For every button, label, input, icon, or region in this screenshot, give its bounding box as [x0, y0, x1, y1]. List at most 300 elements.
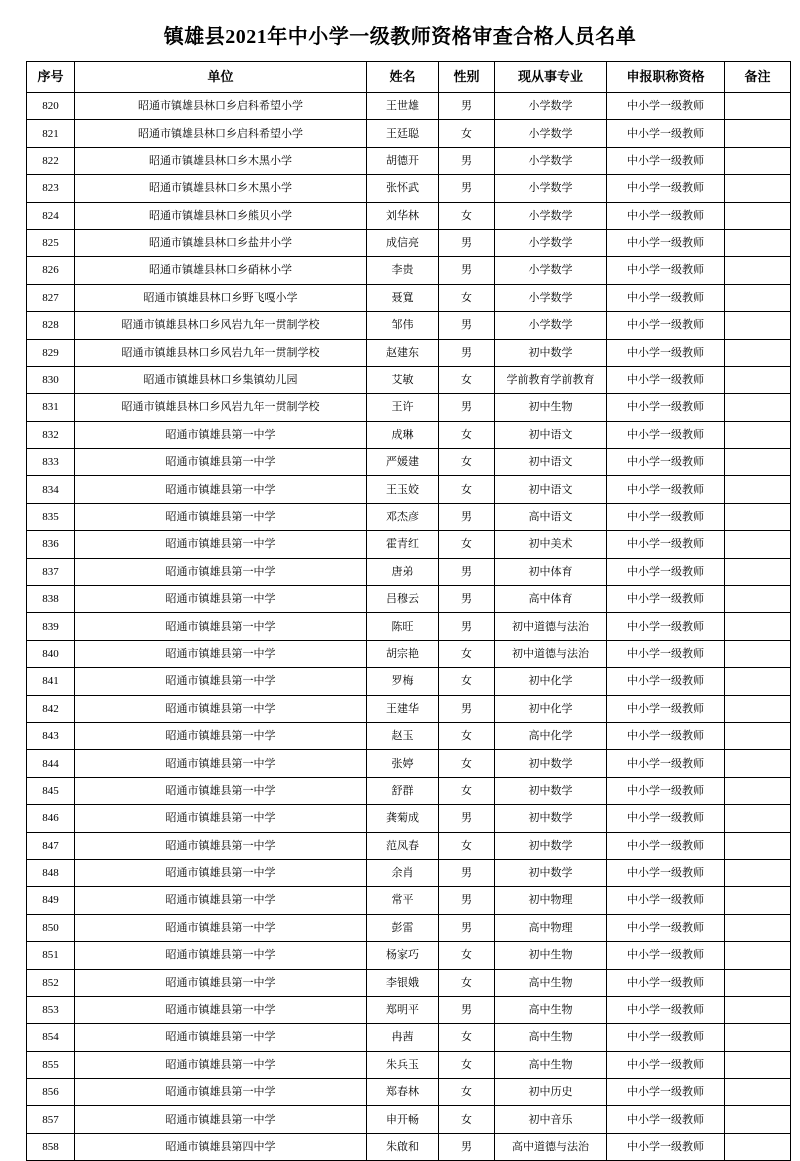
cell-unit: 昭通市镇雄县第一中学 — [75, 531, 367, 558]
cell-title: 中小学一级教师 — [607, 805, 725, 832]
cell-gender: 女 — [439, 1051, 495, 1078]
cell-unit: 昭通市镇雄县第一中学 — [75, 914, 367, 941]
cell-title: 中小学一级教师 — [607, 668, 725, 695]
cell-gender: 女 — [439, 640, 495, 667]
cell-name: 杨家巧 — [367, 942, 439, 969]
table-row — [27, 695, 791, 722]
cell-gender: 男 — [439, 147, 495, 174]
table-row — [27, 257, 791, 284]
cell-note — [725, 284, 791, 311]
column-header-name: 姓名 — [367, 62, 439, 93]
cell-seq: 834 — [27, 476, 75, 503]
cell-title: 中小学一级教师 — [607, 257, 725, 284]
cell-title: 中小学一级教师 — [607, 503, 725, 530]
cell-note — [725, 859, 791, 886]
table-row — [27, 613, 791, 640]
cell-note — [725, 1106, 791, 1133]
cell-gender: 女 — [439, 421, 495, 448]
cell-name: 张婷 — [367, 750, 439, 777]
cell-seq: 830 — [27, 366, 75, 393]
cell-unit: 昭通市镇雄县林口乡启科希望小学 — [75, 120, 367, 147]
cell-name: 吕穆云 — [367, 586, 439, 613]
cell-title: 中小学一级教师 — [607, 887, 725, 914]
cell-major: 初中体育 — [495, 558, 607, 585]
cell-seq: 845 — [27, 777, 75, 804]
cell-gender: 男 — [439, 229, 495, 256]
cell-title: 中小学一级教师 — [607, 558, 725, 585]
cell-seq: 858 — [27, 1133, 75, 1160]
cell-name: 郑明平 — [367, 996, 439, 1023]
cell-seq: 833 — [27, 449, 75, 476]
cell-gender: 男 — [439, 586, 495, 613]
table-row — [27, 175, 791, 202]
cell-title: 中小学一级教师 — [607, 1024, 725, 1051]
column-header-gender: 性别 — [439, 62, 495, 93]
cell-major: 初中道德与法治 — [495, 640, 607, 667]
cell-major: 小学数学 — [495, 175, 607, 202]
cell-seq: 839 — [27, 613, 75, 640]
cell-note — [725, 257, 791, 284]
table-row — [27, 1051, 791, 1078]
cell-seq: 849 — [27, 887, 75, 914]
table-row — [27, 394, 791, 421]
cell-gender: 男 — [439, 887, 495, 914]
cell-unit: 昭通市镇雄县第一中学 — [75, 586, 367, 613]
cell-title: 中小学一级教师 — [607, 1051, 725, 1078]
table-row — [27, 1024, 791, 1051]
cell-seq: 853 — [27, 996, 75, 1023]
table-row — [27, 887, 791, 914]
cell-gender: 男 — [439, 339, 495, 366]
cell-seq: 821 — [27, 120, 75, 147]
page-title: 镇雄县2021年中小学一级教师资格审查合格人员名单 — [163, 26, 637, 48]
cell-gender: 男 — [439, 175, 495, 202]
cell-major: 初中音乐 — [495, 1106, 607, 1133]
cell-unit: 昭通市镇雄县林口乡木黑小学 — [75, 175, 367, 202]
table-row — [27, 1079, 791, 1106]
cell-seq: 855 — [27, 1051, 75, 1078]
column-header-major: 现从事专业 — [495, 62, 607, 93]
cell-name: 张怀武 — [367, 175, 439, 202]
cell-major: 初中数学 — [495, 750, 607, 777]
table-row — [27, 284, 791, 311]
table-row — [27, 312, 791, 339]
cell-note — [725, 503, 791, 530]
cell-note — [725, 640, 791, 667]
cell-name: 邓杰彦 — [367, 503, 439, 530]
cell-note — [725, 449, 791, 476]
cell-seq: 824 — [27, 202, 75, 229]
cell-title: 中小学一级教师 — [607, 312, 725, 339]
cell-gender: 女 — [439, 202, 495, 229]
cell-seq: 826 — [27, 257, 75, 284]
cell-major: 高中生物 — [495, 1051, 607, 1078]
cell-unit: 昭通市镇雄县林口乡熊贝小学 — [75, 202, 367, 229]
cell-note — [725, 394, 791, 421]
cell-major: 初中生物 — [495, 394, 607, 421]
table-row — [27, 366, 791, 393]
cell-title: 中小学一级教师 — [607, 1106, 725, 1133]
cell-name: 朱兵玉 — [367, 1051, 439, 1078]
cell-note — [725, 1079, 791, 1106]
cell-major: 初中物理 — [495, 887, 607, 914]
cell-unit: 昭通市镇雄县第一中学 — [75, 805, 367, 832]
cell-name: 严媛建 — [367, 449, 439, 476]
cell-note — [725, 229, 791, 256]
cell-unit: 昭通市镇雄县林口乡木黑小学 — [75, 147, 367, 174]
cell-seq: 828 — [27, 312, 75, 339]
table-row — [27, 640, 791, 667]
table-row — [27, 805, 791, 832]
cell-note — [725, 805, 791, 832]
cell-title: 中小学一级教师 — [607, 969, 725, 996]
table-row — [27, 202, 791, 229]
cell-title: 中小学一级教师 — [607, 777, 725, 804]
cell-title: 中小学一级教师 — [607, 93, 725, 120]
cell-gender: 女 — [439, 832, 495, 859]
column-header-seq: 序号 — [27, 62, 75, 93]
cell-name: 郑春林 — [367, 1079, 439, 1106]
cell-note — [725, 832, 791, 859]
cell-gender: 男 — [439, 695, 495, 722]
cell-name: 范凤春 — [367, 832, 439, 859]
cell-seq: 841 — [27, 668, 75, 695]
cell-unit: 昭通市镇雄县第一中学 — [75, 750, 367, 777]
cell-unit: 昭通市镇雄县第一中学 — [75, 996, 367, 1023]
cell-seq: 852 — [27, 969, 75, 996]
table-row — [27, 531, 791, 558]
cell-note — [725, 668, 791, 695]
cell-title: 中小学一级教师 — [607, 284, 725, 311]
cell-gender: 男 — [439, 312, 495, 339]
cell-title: 中小学一级教师 — [607, 722, 725, 749]
cell-unit: 昭通市镇雄县第一中学 — [75, 722, 367, 749]
cell-note — [725, 531, 791, 558]
cell-title: 中小学一级教师 — [607, 750, 725, 777]
cell-unit: 昭通市镇雄县林口乡盐井小学 — [75, 229, 367, 256]
table-row — [27, 147, 791, 174]
cell-title: 中小学一级教师 — [607, 202, 725, 229]
cell-note — [725, 722, 791, 749]
cell-seq: 844 — [27, 750, 75, 777]
cell-unit: 昭通市镇雄县第一中学 — [75, 503, 367, 530]
cell-unit: 昭通市镇雄县第一中学 — [75, 695, 367, 722]
cell-unit: 昭通市镇雄县第一中学 — [75, 887, 367, 914]
cell-name: 罗梅 — [367, 668, 439, 695]
cell-seq: 822 — [27, 147, 75, 174]
table-row — [27, 449, 791, 476]
cell-seq: 840 — [27, 640, 75, 667]
cell-name: 王廷聪 — [367, 120, 439, 147]
table-row — [27, 996, 791, 1023]
cell-seq: 831 — [27, 394, 75, 421]
cell-unit: 昭通市镇雄县林口乡野飞嘎小学 — [75, 284, 367, 311]
table-row — [27, 421, 791, 448]
cell-major: 学前教育学前教育 — [495, 366, 607, 393]
cell-title: 中小学一级教师 — [607, 613, 725, 640]
cell-name: 霍青红 — [367, 531, 439, 558]
cell-unit: 昭通市镇雄县林口乡风岩九年一贯制学校 — [75, 394, 367, 421]
cell-title: 中小学一级教师 — [607, 695, 725, 722]
cell-major: 初中数学 — [495, 832, 607, 859]
cell-note — [725, 1133, 791, 1160]
cell-note — [725, 558, 791, 585]
cell-seq: 847 — [27, 832, 75, 859]
cell-name: 李银娥 — [367, 969, 439, 996]
cell-major: 小学数学 — [495, 229, 607, 256]
cell-note — [725, 175, 791, 202]
cell-name: 李贵 — [367, 257, 439, 284]
cell-gender: 女 — [439, 476, 495, 503]
roster-table — [26, 61, 791, 1161]
cell-seq: 835 — [27, 503, 75, 530]
cell-seq: 856 — [27, 1079, 75, 1106]
cell-gender: 男 — [439, 613, 495, 640]
cell-seq: 820 — [27, 93, 75, 120]
cell-gender: 男 — [439, 503, 495, 530]
cell-name: 王许 — [367, 394, 439, 421]
cell-unit: 昭通市镇雄县第四中学 — [75, 1133, 367, 1160]
cell-major: 高中体育 — [495, 586, 607, 613]
cell-name: 唐弟 — [367, 558, 439, 585]
table-row — [27, 942, 791, 969]
cell-gender: 男 — [439, 859, 495, 886]
cell-note — [725, 93, 791, 120]
cell-unit: 昭通市镇雄县林口乡风岩九年一贯制学校 — [75, 339, 367, 366]
cell-name: 成琳 — [367, 421, 439, 448]
cell-gender: 女 — [439, 449, 495, 476]
cell-name: 申开畅 — [367, 1106, 439, 1133]
cell-title: 中小学一级教师 — [607, 120, 725, 147]
cell-note — [725, 476, 791, 503]
cell-note — [725, 750, 791, 777]
cell-unit: 昭通市镇雄县第一中学 — [75, 613, 367, 640]
cell-unit: 昭通市镇雄县林口乡集镇幼儿园 — [75, 366, 367, 393]
cell-name: 龚菊成 — [367, 805, 439, 832]
cell-seq: 854 — [27, 1024, 75, 1051]
cell-gender: 女 — [439, 284, 495, 311]
header-row — [27, 62, 791, 93]
cell-major: 小学数学 — [495, 284, 607, 311]
cell-seq: 848 — [27, 859, 75, 886]
cell-major: 初中语文 — [495, 476, 607, 503]
cell-major: 小学数学 — [495, 312, 607, 339]
table-row — [27, 229, 791, 256]
cell-unit: 昭通市镇雄县第一中学 — [75, 969, 367, 996]
cell-gender: 男 — [439, 805, 495, 832]
cell-title: 中小学一级教师 — [607, 449, 725, 476]
cell-major: 小学数学 — [495, 93, 607, 120]
cell-gender: 女 — [439, 531, 495, 558]
table-row — [27, 93, 791, 120]
cell-title: 中小学一级教师 — [607, 586, 725, 613]
cell-major: 初中生物 — [495, 942, 607, 969]
cell-major: 初中美术 — [495, 531, 607, 558]
table-row — [27, 586, 791, 613]
cell-note — [725, 996, 791, 1023]
cell-name: 彭雷 — [367, 914, 439, 941]
cell-gender: 男 — [439, 1133, 495, 1160]
cell-name: 成信亮 — [367, 229, 439, 256]
cell-gender: 男 — [439, 394, 495, 421]
table-row — [27, 339, 791, 366]
cell-title: 中小学一级教师 — [607, 339, 725, 366]
cell-name: 常平 — [367, 887, 439, 914]
cell-title: 中小学一级教师 — [607, 421, 725, 448]
cell-gender: 女 — [439, 722, 495, 749]
cell-title: 中小学一级教师 — [607, 1133, 725, 1160]
cell-name: 王建华 — [367, 695, 439, 722]
cell-major: 高中语文 — [495, 503, 607, 530]
cell-gender: 女 — [439, 750, 495, 777]
cell-name: 聂寬 — [367, 284, 439, 311]
cell-name: 陈旺 — [367, 613, 439, 640]
cell-unit: 昭通市镇雄县第一中学 — [75, 1024, 367, 1051]
table-row — [27, 969, 791, 996]
cell-major: 初中数学 — [495, 777, 607, 804]
cell-unit: 昭通市镇雄县第一中学 — [75, 777, 367, 804]
cell-seq: 825 — [27, 229, 75, 256]
cell-gender: 女 — [439, 777, 495, 804]
column-header-title: 申报职称资格 — [607, 62, 725, 93]
cell-major: 初中道德与法治 — [495, 613, 607, 640]
cell-name: 胡宗艳 — [367, 640, 439, 667]
table-row — [27, 1106, 791, 1133]
cell-major: 初中化学 — [495, 668, 607, 695]
column-header-note: 备注 — [725, 62, 791, 93]
cell-note — [725, 942, 791, 969]
cell-unit: 昭通市镇雄县第一中学 — [75, 668, 367, 695]
cell-unit: 昭通市镇雄县第一中学 — [75, 1106, 367, 1133]
cell-major: 小学数学 — [495, 257, 607, 284]
cell-note — [725, 1051, 791, 1078]
cell-gender: 男 — [439, 93, 495, 120]
cell-unit: 昭通市镇雄县第一中学 — [75, 558, 367, 585]
cell-title: 中小学一级教师 — [607, 859, 725, 886]
cell-note — [725, 586, 791, 613]
cell-title: 中小学一级教师 — [607, 531, 725, 558]
cell-gender: 女 — [439, 942, 495, 969]
table-row — [27, 476, 791, 503]
cell-note — [725, 120, 791, 147]
table-row — [27, 722, 791, 749]
cell-gender: 男 — [439, 558, 495, 585]
cell-note — [725, 421, 791, 448]
cell-name: 王世雄 — [367, 93, 439, 120]
cell-gender: 女 — [439, 120, 495, 147]
cell-unit: 昭通市镇雄县林口乡硝林小学 — [75, 257, 367, 284]
cell-note — [725, 147, 791, 174]
column-header-unit: 单位 — [75, 62, 367, 93]
table-row — [27, 859, 791, 886]
cell-unit: 昭通市镇雄县第一中学 — [75, 640, 367, 667]
cell-name: 赵玉 — [367, 722, 439, 749]
cell-name: 邹伟 — [367, 312, 439, 339]
cell-title: 中小学一级教师 — [607, 942, 725, 969]
cell-unit: 昭通市镇雄县第一中学 — [75, 1051, 367, 1078]
cell-major: 小学数学 — [495, 120, 607, 147]
cell-unit: 昭通市镇雄县林口乡风岩九年一贯制学校 — [75, 312, 367, 339]
cell-title: 中小学一级教师 — [607, 914, 725, 941]
cell-name: 胡德开 — [367, 147, 439, 174]
table-row — [27, 120, 791, 147]
table-row — [27, 914, 791, 941]
cell-name: 余肖 — [367, 859, 439, 886]
table-row — [27, 750, 791, 777]
cell-seq: 846 — [27, 805, 75, 832]
cell-note — [725, 339, 791, 366]
cell-title: 中小学一级教师 — [607, 476, 725, 503]
cell-note — [725, 969, 791, 996]
cell-unit: 昭通市镇雄县第一中学 — [75, 476, 367, 503]
cell-seq: 842 — [27, 695, 75, 722]
cell-title: 中小学一级教师 — [607, 394, 725, 421]
cell-note — [725, 312, 791, 339]
cell-major: 初中数学 — [495, 859, 607, 886]
cell-unit: 昭通市镇雄县第一中学 — [75, 832, 367, 859]
cell-note — [725, 695, 791, 722]
cell-title: 中小学一级教师 — [607, 1079, 725, 1106]
cell-title: 中小学一级教师 — [607, 229, 725, 256]
cell-unit: 昭通市镇雄县第一中学 — [75, 1079, 367, 1106]
cell-name: 朱啟和 — [367, 1133, 439, 1160]
cell-name: 艾敏 — [367, 366, 439, 393]
cell-seq: 836 — [27, 531, 75, 558]
cell-major: 高中道德与法治 — [495, 1133, 607, 1160]
cell-note — [725, 1024, 791, 1051]
cell-major: 高中物理 — [495, 914, 607, 941]
cell-major: 小学数学 — [495, 202, 607, 229]
cell-gender: 女 — [439, 1024, 495, 1051]
cell-name: 刘华林 — [367, 202, 439, 229]
cell-title: 中小学一级教师 — [607, 147, 725, 174]
table-row — [27, 832, 791, 859]
cell-major: 初中数学 — [495, 339, 607, 366]
cell-seq: 843 — [27, 722, 75, 749]
cell-gender: 男 — [439, 257, 495, 284]
cell-major: 初中数学 — [495, 805, 607, 832]
cell-gender: 女 — [439, 668, 495, 695]
cell-major: 小学数学 — [495, 147, 607, 174]
cell-title: 中小学一级教师 — [607, 832, 725, 859]
cell-seq: 838 — [27, 586, 75, 613]
cell-gender: 男 — [439, 996, 495, 1023]
cell-note — [725, 914, 791, 941]
cell-title: 中小学一级教师 — [607, 366, 725, 393]
cell-name: 舒群 — [367, 777, 439, 804]
cell-seq: 850 — [27, 914, 75, 941]
cell-unit: 昭通市镇雄县第一中学 — [75, 449, 367, 476]
table-body — [27, 93, 791, 1161]
cell-major: 高中生物 — [495, 1024, 607, 1051]
table-row — [27, 1133, 791, 1160]
table-row — [27, 777, 791, 804]
cell-note — [725, 887, 791, 914]
cell-unit: 昭通市镇雄县第一中学 — [75, 859, 367, 886]
table-header — [27, 62, 791, 93]
cell-unit: 昭通市镇雄县林口乡启科希望小学 — [75, 93, 367, 120]
cell-name: 王玉姣 — [367, 476, 439, 503]
cell-name: 赵建东 — [367, 339, 439, 366]
cell-unit: 昭通市镇雄县第一中学 — [75, 942, 367, 969]
cell-seq: 829 — [27, 339, 75, 366]
cell-gender: 女 — [439, 969, 495, 996]
cell-gender: 女 — [439, 1079, 495, 1106]
cell-major: 初中语文 — [495, 421, 607, 448]
cell-seq: 857 — [27, 1106, 75, 1133]
cell-gender: 女 — [439, 1106, 495, 1133]
cell-seq: 823 — [27, 175, 75, 202]
